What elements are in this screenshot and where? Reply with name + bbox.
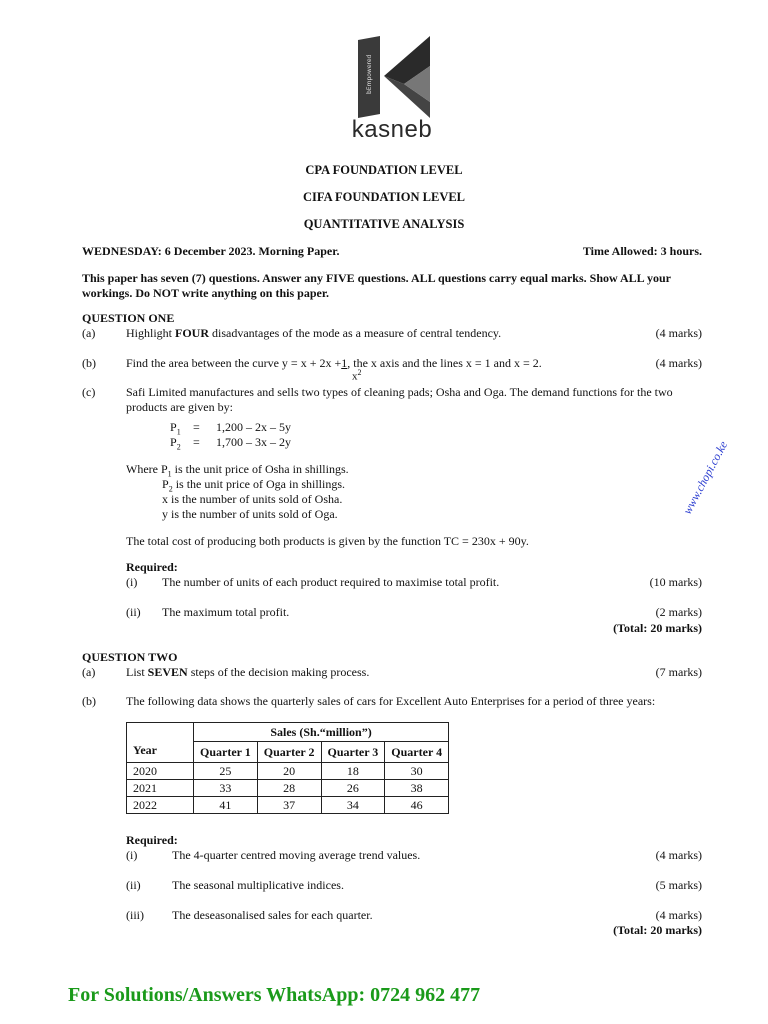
q2-a-label: (a) — [82, 665, 96, 679]
value-cell: 34 — [321, 797, 385, 814]
q2-title: QUESTION TWO — [82, 650, 178, 664]
q1-a-marks: (4 marks) — [655, 326, 702, 340]
q1-ii-marks: (2 marks) — [655, 605, 702, 619]
exam-date: WEDNESDAY: 6 December 2023. Morning Paper. — [82, 244, 340, 258]
sales-table — [126, 722, 449, 814]
quarter-header: Quarter 3 — [321, 742, 385, 763]
value-cell: 38 — [385, 780, 449, 797]
quarter-header: Quarter 1 — [194, 742, 258, 763]
where-x: x is the number of units sold of Osha. — [162, 492, 343, 506]
q1-a-text: Highlight FOUR disadvantages of the mode as a measure of central tendency. — [126, 326, 502, 340]
quarter-header: Quarter 4 — [385, 742, 449, 763]
q1-b-label: (b) — [82, 356, 96, 370]
q1-i-label: (i) — [126, 575, 138, 589]
watermark-link[interactable]: www.chopi.co.ke — [680, 438, 731, 517]
q1-title: QUESTION ONE — [82, 311, 175, 325]
q2-ii-marks: (5 marks) — [655, 878, 702, 892]
p2-expr: 1,700 – 3x – 2y — [216, 435, 291, 449]
value-cell: 26 — [321, 780, 385, 797]
year-cell: 2022 — [127, 797, 194, 814]
table-row — [127, 780, 449, 797]
q1-ii-label: (ii) — [126, 605, 141, 619]
table-header-row — [127, 723, 449, 742]
table-row — [127, 797, 449, 814]
q1-b-denominator: $x^2$ — [352, 368, 362, 383]
q2-iii-marks: (4 marks) — [655, 908, 702, 922]
q1-i-text: The number of units of each product required to maximise total profit. — [162, 575, 500, 589]
q2-iii-label: (iii) — [126, 908, 144, 922]
value-cell: 30 — [385, 763, 449, 780]
q2-ii-text: The seasonal multiplicative indices. — [172, 878, 344, 892]
value-cell: 41 — [194, 797, 258, 814]
q2-required: Required: — [126, 833, 178, 847]
level-cifa: CIFA FOUNDATION LEVEL — [302, 190, 466, 204]
year-cell: 2020 — [127, 763, 194, 780]
q1-c-label: (c) — [82, 385, 96, 399]
q1-b-text: Find the area between the curve y = x + 2x +1, the x axis and the lines x = 1 and x = 2. — [126, 356, 542, 370]
total-cost-text: The total cost of producing both products is given by the function TC = 230x + 90y. — [126, 534, 529, 548]
footer-whatsapp: For Solutions/Answers WhatsApp: 0724 962 477 — [68, 984, 481, 1006]
time-allowed: Time Allowed: 3 hours. — [582, 244, 702, 258]
value-cell: 20 — [257, 763, 321, 780]
p1-var: $P_1$ — [170, 420, 181, 437]
paper-title: QUANTITATIVE ANALYSIS — [303, 217, 465, 231]
q2-i-text: The 4-quarter centred moving average trend values. — [172, 848, 421, 862]
logo-wordmark: kasneb — [351, 116, 433, 143]
sales-header: Sales (Sh.“million”) — [194, 723, 449, 742]
q2-b-text: The following data shows the quarterly sales of cars for Excellent Auto Enterprises for a period of three years: — [126, 694, 656, 708]
kasneb-logo — [354, 36, 434, 118]
year-header: Year — [127, 723, 194, 763]
q1-i-marks: (10 marks) — [649, 575, 702, 589]
q1-b-marks: (4 marks) — [655, 356, 702, 370]
level-cpa: CPA FOUNDATION LEVEL — [305, 163, 463, 177]
value-cell: 18 — [321, 763, 385, 780]
q1-ii-text: The maximum total profit. — [162, 605, 290, 619]
q2-i-marks: (4 marks) — [655, 848, 702, 862]
q1-a-label: (a) — [82, 326, 96, 340]
quarter-header: Quarter 2 — [257, 742, 321, 763]
where-p2: $P_2$ is the unit price of Oga in shillings. — [162, 477, 345, 494]
q1-required: Required: — [126, 560, 178, 574]
logo-tagline: bEmpowered — [366, 54, 373, 94]
where-y: y is the number of units sold of Oga. — [162, 507, 338, 521]
q2-b-label: (b) — [82, 694, 96, 708]
q2-i-label: (i) — [126, 848, 138, 862]
p2-eq: = — [193, 435, 200, 449]
value-cell: 25 — [194, 763, 258, 780]
q2-iii-text: The deseasonalised sales for each quarter. — [172, 908, 373, 922]
q2-a-text: List SEVEN steps of the decision making process. — [126, 665, 370, 679]
value-cell: 37 — [257, 797, 321, 814]
where-p1: Where $P_1$ is the unit price of Osha in shillings. — [126, 462, 349, 479]
q2-total: (Total: 20 marks) — [613, 923, 702, 937]
table-row — [127, 763, 449, 780]
q1-total: (Total: 20 marks) — [613, 621, 702, 635]
value-cell: 28 — [257, 780, 321, 797]
q2-a-marks: (7 marks) — [655, 665, 702, 679]
value-cell: 33 — [194, 780, 258, 797]
p2-var: $P_2$ — [170, 435, 181, 452]
q2-ii-label: (ii) — [126, 878, 141, 892]
year-cell: 2021 — [127, 780, 194, 797]
p1-eq: = — [193, 420, 200, 434]
p1-expr: 1,200 – 2x – 5y — [216, 420, 291, 434]
value-cell: 46 — [385, 797, 449, 814]
instructions: This paper has seven (7) questions. Answer any FIVE questions. ALL questions carry equal marks. Show ALL your workings. Do NOT write anything on this paper. — [82, 271, 671, 300]
q1-c-text: Safi Limited manufactures and sells two types of cleaning pads; Osha and Oga. The demand functions for the two products are given by: — [126, 385, 673, 414]
